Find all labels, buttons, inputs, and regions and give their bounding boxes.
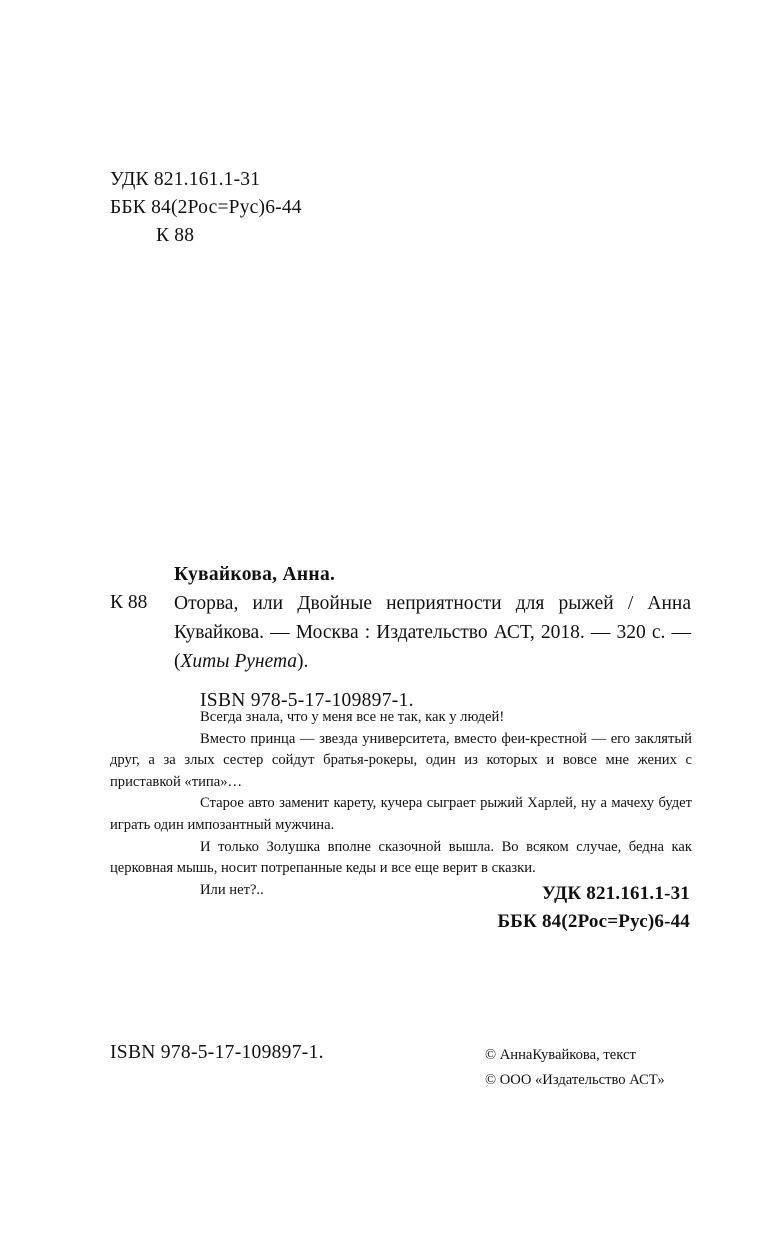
- top-classification-codes: [110, 166, 302, 250]
- annotation-paragraph: И только Золушка вполне сказочной вышла. Во всяком случае, бедна как церковная мышь, носит потрепанные кеды и все еще верит в сказки.: [110, 838, 692, 877]
- copyright-publisher-line: © ООО «Издательство АСТ»: [485, 1072, 665, 1088]
- bottom-classification-codes: [498, 880, 690, 936]
- annotation-paragraph: Или нет?..: [200, 881, 264, 898]
- entry-description: [174, 589, 691, 676]
- annotation-paragraph: Старое авто заменит карету, кучера сыграет рыжий Харлей, ну а мачеху будет играть один импозантный мужчина.: [110, 795, 692, 833]
- entry-series-title: Хиты Рунета: [180, 651, 298, 672]
- copyright-block: [485, 1043, 665, 1093]
- entry-isbn: ISBN 978-5-17-109897-1.: [200, 690, 414, 711]
- bbk-code-top: ББК 84(2Рос=Рус)6-44: [110, 197, 302, 218]
- annotation-paragraph: Вместо принца — звезда университета, вместо феи-крестной — его заклятый друг, а за злых сестер сойдут братья-рокеры, один из которых и вовсе мне жених с приставкой «типа»…: [110, 730, 692, 790]
- entry-description-end: ).: [297, 651, 309, 672]
- bibliographic-entry: [174, 560, 691, 715]
- author-sign-code-top: К 88: [156, 225, 195, 246]
- udk-code-bottom: УДК 821.161.1-31: [541, 883, 690, 904]
- entry-description-text: Оторва, или Двойные неприятности для рыжей / Анна Кувайкова. — Москва : Издательство АСТ, 2018. — 320 с. — (: [174, 593, 691, 672]
- author-sign-margin-code: К 88: [110, 592, 148, 613]
- footer-isbn: ISBN 978-5-17-109897-1.: [110, 1042, 324, 1063]
- annotation: [110, 707, 692, 901]
- entry-author: Кувайкова, Анна.: [174, 564, 336, 585]
- udk-code-top: УДК 821.161.1-31: [110, 169, 261, 190]
- annotation-paragraph: Всегда знала, что у меня все не так, как у людей!: [200, 709, 505, 725]
- bbk-code-bottom: ББК 84(2Рос=Рус)6-44: [497, 911, 690, 932]
- copyright-author-line: © АннаКувайкова, текст: [485, 1047, 636, 1063]
